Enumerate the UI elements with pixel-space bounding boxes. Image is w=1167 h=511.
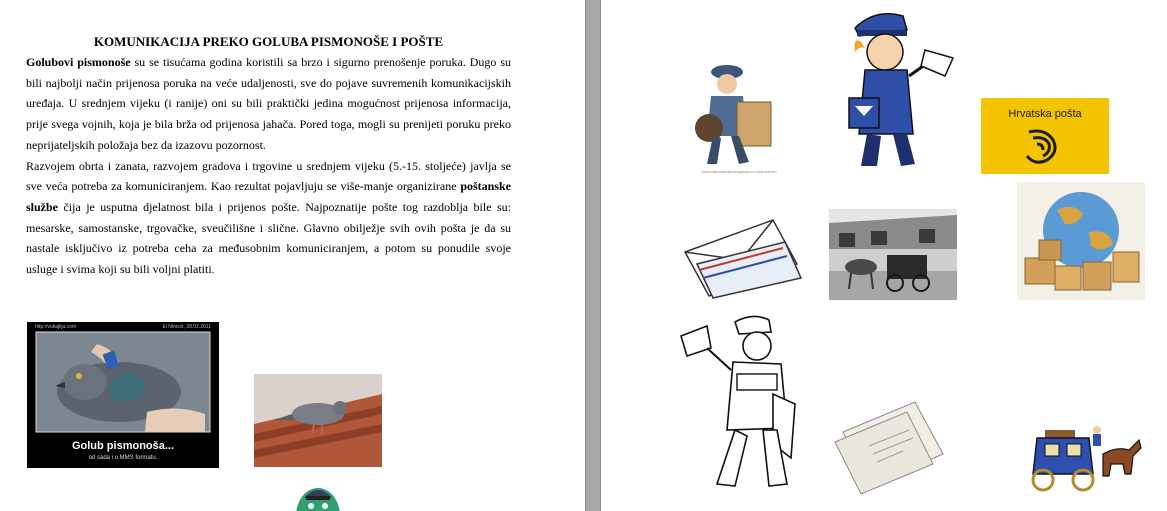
stagecoach-image (1017, 410, 1145, 498)
bold-term-pigeons: Golubovi pismonoše (26, 55, 131, 69)
paragraph-2-text: čija je usputna djelatnost bila i prijenos pošte. Najpoznatije pošte tog razdoblja bile su: mesarske, samostanske, trgovačke, sveučilišne i slične. Glavno obilježje svih ovih pošta je da su nastale isključivo iz potreba ceha za međusobnim komuniciranjem, a potom su ponudile svoje usluge i svima koji su bili voljni platiti. (26, 199, 511, 277)
document-body (26, 52, 511, 280)
page-gutter (585, 0, 601, 511)
pigeon-photo-watermark-right: El Nincoš, 28.02.2011 (162, 324, 211, 330)
right-page (601, 0, 1167, 511)
postman-letter-image (829, 6, 957, 174)
postman-bag-image (677, 52, 801, 176)
pigeon-photo (27, 322, 219, 468)
horse-carriage-image (829, 209, 957, 300)
postman-sketch-image (677, 308, 805, 498)
paragraph-1 (26, 55, 511, 152)
envelopes-image (679, 212, 807, 300)
hrvatska-posta-logo (981, 98, 1109, 174)
pigeon-photo-watermark-left: http://vukajlija.com (35, 324, 77, 330)
paragraph-2 (26, 159, 511, 277)
bold-term-postal-services: poštanske službe (26, 179, 511, 214)
cartoon-mascot (254, 476, 382, 511)
postman-sketch-icon (677, 308, 805, 498)
postman-bag-caption: www.tatjaniepotpomaganja.co.yu/postmen (701, 169, 777, 174)
letters-icon (829, 384, 957, 498)
document-title: KOMUNIKACIJA PREKO GOLUBA PISMONOŠE I POŠTE (93, 34, 444, 49)
stagecoach-icon (1017, 410, 1145, 498)
paragraph-2-start: Razvojem obrta i zanata, razvojem gradova i trgovine u srednjem vijeku (5.-15. stoljeće) javlja se sve veća potreba za komuniciranjem. Kao rezultat pojavljuju se više-manje organizirane (26, 158, 511, 194)
pigeon-photo-subcaption: od sada i u MMS formatu. (88, 455, 158, 461)
paragraph-1-text: su se tisućama godina koristili sa brzo i sigurno prenošenje poruka. Dugo su bili najbolji način prijenosa poruka na veće udaljenosti, sve do pojave suvremenih komunikacijskih uređaja. U srednjem vijeku (i ranije) oni su bili praktički jedina mogućnost prijenosa informacija, prije svega vojnih, koja je bila brža od prijenosa jahača. Pored toga, mogli su prenijeti poruku preko neprijateljskih položaja bez da izazovu pozornost. (26, 55, 511, 152)
globe-packages-icon (1017, 182, 1145, 300)
posthorn-icon (981, 98, 1109, 174)
postman-letter-icon (829, 6, 957, 174)
hrvatska-posta-logo-text: Hrvatska pošta (1008, 108, 1082, 120)
letters-image (829, 384, 957, 498)
cartoon-mascot-image (254, 476, 382, 511)
pigeon-photo-caption: Golub pismonoša... (71, 440, 175, 452)
pigeon-roof-photo (254, 374, 382, 467)
pigeon-roof-image (254, 374, 382, 467)
envelopes-icon (679, 212, 807, 300)
postman-bag-icon (677, 52, 801, 176)
globe-packages-image (1017, 182, 1145, 300)
horse-carriage-photo (829, 209, 957, 300)
